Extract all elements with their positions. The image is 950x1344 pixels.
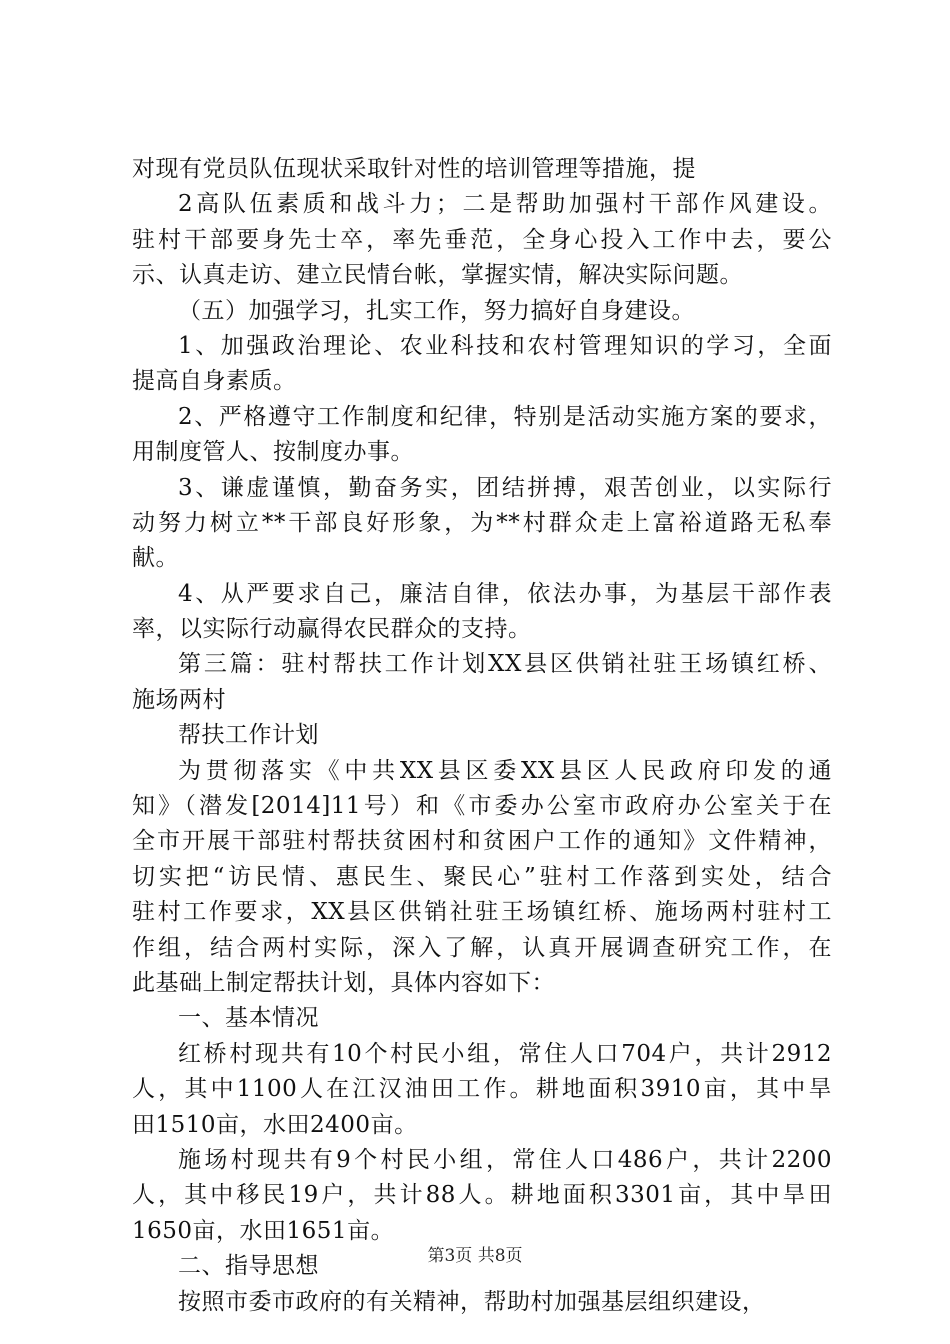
text-line: 全市开展干部驻村帮扶贫困村和贫困户工作的通知》文件精神， bbox=[132, 828, 832, 855]
text-line: 作组，结合两村实际，深入了解，认真开展调查研究工作，在 bbox=[132, 934, 832, 961]
text-line: 此基础上制定帮扶计划，具体内容如下： bbox=[132, 969, 555, 996]
text-line: 一、基本情况 bbox=[178, 1005, 319, 1032]
text-line: 施场村现共有9个村民小组，常住人口486户，共计2200 bbox=[178, 1146, 832, 1173]
text-line: 1650亩，水田1651亩。 bbox=[132, 1217, 395, 1244]
page-footer: 第3页 共8页 bbox=[427, 1246, 523, 1266]
text-line: 1、加强政治理论、农业科技和农村管理知识的学习，全面 bbox=[178, 332, 832, 359]
text-line: 为贯彻落实《中共XX县区委XX县区人民政府印发的通 bbox=[178, 757, 832, 784]
text-line: 帮扶工作计划 bbox=[178, 722, 319, 749]
text-line: 2、严格遵守工作制度和纪律，特别是活动实施方案的要求， bbox=[178, 403, 832, 430]
text-line: 施场两村 bbox=[132, 686, 226, 713]
text-line: 驻村工作要求，XX县区供销社驻王场镇红桥、施场两村驻村工 bbox=[132, 899, 832, 926]
text-line: 人，其中1100人在江汉油田工作。耕地面积3910亩，其中旱 bbox=[132, 1076, 832, 1103]
text-line: 第三篇：驻村帮扶工作计划XX县区供销社驻王场镇红桥、 bbox=[178, 651, 832, 678]
text-line: 人，其中移民19户，共计88人。耕地面积3301亩，其中旱田 bbox=[132, 1182, 832, 1209]
text-line: 率，以实际行动赢得农民群众的支持。 bbox=[132, 616, 532, 643]
text-line: 示、认真走访、建立民情台帐，掌握实情，解决实际问题。 bbox=[132, 262, 743, 289]
text-line: 切实把“访民情、惠民生、聚民心”驻村工作落到实处，结合 bbox=[132, 863, 832, 890]
document-body bbox=[132, 152, 832, 1320]
text-line: 知》（潜发[2014]11号）和《市委办公室市政府办公室关于在 bbox=[132, 793, 832, 820]
text-line: 献。 bbox=[132, 545, 179, 572]
text-line: 用制度管人、按制度办事。 bbox=[132, 439, 414, 466]
text-line: 动努力树立**干部良好形象，为**村群众走上富裕道路无私奉 bbox=[132, 509, 832, 536]
text-line: 田1510亩，水田2400亩。 bbox=[132, 1111, 418, 1138]
text-line: 提高自身素质。 bbox=[132, 368, 297, 395]
text-line: 4、从严要求自己，廉洁自律，依法办事，为基层干部作表 bbox=[178, 580, 832, 607]
text-line: 3、谦虚谨慎，勤奋务实，团结拼搏，艰苦创业，以实际行 bbox=[178, 474, 832, 501]
text-line: 对现有党员队伍现状采取针对性的培训管理等措施，提 bbox=[132, 156, 696, 182]
text-line: （五）加强学习，扎实工作，努力搞好自身建设。 bbox=[178, 297, 695, 324]
text-line: 二、指导思想 bbox=[178, 1253, 319, 1280]
text-line: 按照市委市政府的有关精神，帮助村加强基层组织建设， bbox=[178, 1288, 766, 1315]
text-line: 驻村干部要身先士卒，率先垂范，全身心投入工作中去，要公 bbox=[132, 226, 832, 253]
text-line: 红桥村现共有10个村民小组，常住人口704户，共计2912 bbox=[178, 1040, 832, 1067]
text-line: 2高队伍素质和战斗力；二是帮助加强村干部作风建设。 bbox=[178, 191, 832, 218]
